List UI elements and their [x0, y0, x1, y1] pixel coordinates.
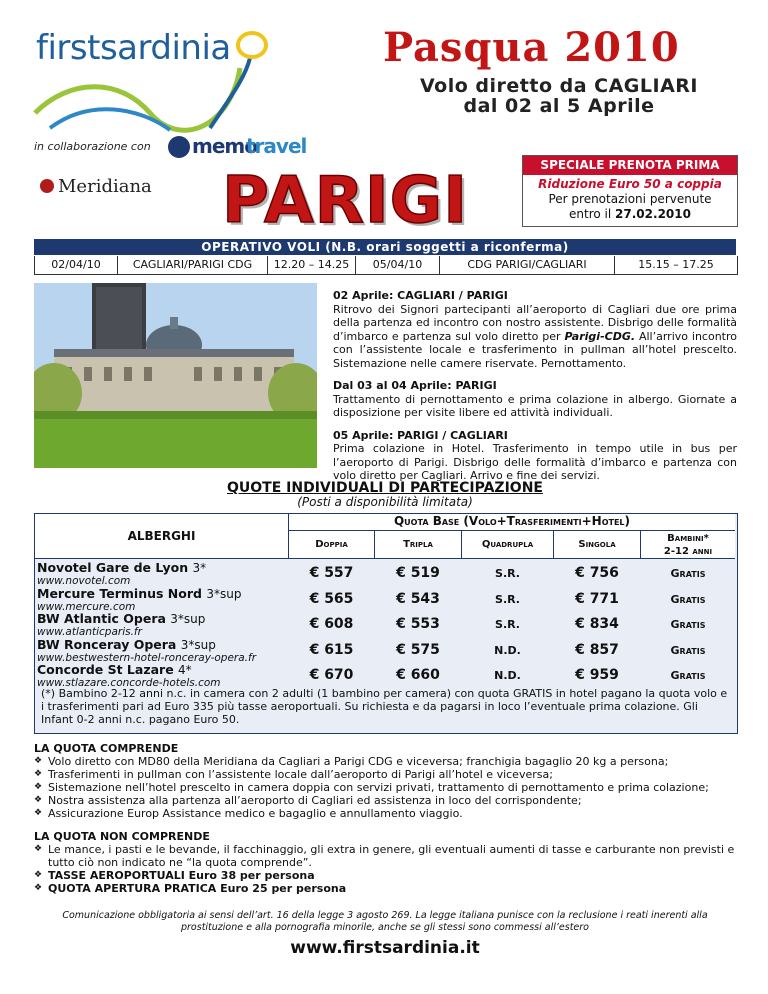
price-tripla: € 660: [396, 667, 440, 683]
excluded-title: LA QUOTA NON COMPRENDE: [34, 830, 210, 843]
promo-date: 27.02.2010: [615, 207, 691, 221]
hotel-stars: 3*sup: [170, 612, 206, 626]
promo-discount: Riduzione Euro 50 a coppia: [538, 177, 722, 191]
price-bambini: Gratis: [670, 669, 706, 682]
excluded-item: ❖ QUOTA APERTURA PRATICA Euro 25 per persona: [34, 882, 744, 895]
hotel-website-link[interactable]: www.mercure.com: [37, 600, 136, 613]
col-doppia: Doppia: [289, 531, 375, 559]
meridiana-text: Meridiana: [58, 176, 152, 197]
promo-head: SPECIALE PRENOTA PRIMA: [523, 156, 737, 175]
quote-title: QUOTE INDIVIDUALI DI PARTECIPAZIONE: [227, 480, 543, 496]
hotel-name-text: Mercure Terminus Nord: [37, 585, 202, 601]
price-quad: N.D.: [494, 643, 521, 657]
hotel-name: [37, 637, 216, 652]
included-item: ❖ Nostra assistenza alla partenza all’aeroporto di Cagliari ed assistenza in loco del corrispondente;: [34, 794, 744, 807]
travel-text: travel: [246, 134, 307, 158]
legal-footer: Comunicazione obbligatoria ai sensi dell’art. 16 della legge 3 agosto 269. La legge italiana punisce con la reclusione i reati inerenti alla prostituzione e alla pornografia minorile, anche se gli stessi sono commessi all’estero: [62, 910, 708, 933]
logo-text: firstsardinia: [36, 28, 231, 68]
price-doppia: € 557: [309, 565, 354, 581]
price-bambini: Gratis: [670, 567, 706, 580]
col-bambini-age: 2-12 anni: [663, 546, 713, 557]
flight-cell: 02/04/10: [35, 256, 118, 274]
price-tripla: € 575: [396, 641, 440, 658]
price-bambini: Gratis: [670, 643, 706, 657]
flight-schedule-row: [34, 256, 738, 275]
included-section: [34, 742, 744, 895]
collab-label: in collaborazione con: [34, 140, 151, 153]
hotel-website-link[interactable]: www.atlanticparis.fr: [37, 626, 142, 638]
hotel-website-link[interactable]: www.novotel.com: [37, 575, 131, 587]
price-tripla: € 553: [396, 616, 440, 632]
itinerary-day-title: 05 Aprile: PARIGI / CAGLIARI: [333, 428, 508, 442]
price-singola: € 834: [575, 616, 619, 632]
itinerary-day-text: Trattamento di pernottamento e prima colazione in albergo. Giornate a disposizione per visite libere ed attività individuali.: [333, 392, 737, 419]
itinerary-day-title: Dal 03 al 04 Aprile: PARIGI: [333, 379, 497, 392]
col-tripla: Tripla: [375, 531, 462, 559]
hotel-name: [37, 560, 206, 575]
itinerary-day-text2: All’arrivo incontro con l’assistente locale e trasferimento in pullman all’hotel prescelto. Sistemazione nelle camere riservate. Pernottamento.: [333, 329, 737, 370]
promo-text2-prefix: entro il: [569, 207, 616, 221]
price-table: [34, 513, 738, 734]
price-quad: S.R.: [495, 592, 520, 606]
website-link[interactable]: www.firstsardinia.it: [290, 938, 480, 958]
quote-subtitle: (Posti a disponibilità limitata): [297, 495, 473, 509]
base-price-header: Quota Base (Volo+Trasferimenti+Hotel): [289, 514, 735, 531]
price-quad: S.R.: [495, 567, 520, 580]
price-tripla: € 519: [396, 565, 440, 581]
hotel-name-text: Novotel Gare de Lyon: [37, 560, 189, 575]
included-item: ❖ Trasferimenti in pullman con l’assistente locale dall’aeroporto di Parigi all’hotel e viceversa;: [34, 768, 744, 781]
hotel-name: [37, 662, 192, 677]
price-quad: N.D.: [494, 669, 521, 682]
price-doppia: € 615: [309, 641, 354, 658]
hotel-stars: 4*: [178, 663, 192, 677]
price-singola: € 756: [575, 565, 619, 581]
col-quadrupla: Quadrupla: [462, 531, 554, 559]
subtitle-line1: Volo diretto da CAGLIARI: [420, 75, 698, 97]
included-item: ❖ Volo diretto con MD80 della Meridiana da Cagliari a Parigi CDG e viceversa; franchigia bagaglio 20 kg a persona;: [34, 755, 744, 768]
itinerary-day-title: 02 Aprile: CAGLIARI / PARIGI: [333, 289, 508, 302]
itinerary-destination: Parigi-CDG.: [564, 329, 636, 343]
hotel-stars: 3*sup: [206, 586, 242, 601]
flight-cell: CAGLIARI/PARIGI CDG: [118, 256, 268, 274]
itinerary-day: [333, 379, 737, 420]
price-doppia: € 670: [309, 667, 354, 683]
itinerary-day-text: Prima colazione in Hotel. Trasferimento in tempo utile in bus per l’aeroporto di Parigi. Disbrigo delle formalità d’imbarco e partenza con volo diretto per Cagliari. Arrivo e fine dei servizi.: [333, 442, 737, 482]
promo-box: [522, 155, 738, 227]
excluded-item: ❖ TASSE AEROPORTUALI Euro 38 per persona: [34, 869, 744, 882]
flight-cell: 05/04/10: [356, 256, 440, 274]
hotel-name-text: BW Ronceray Opera: [37, 636, 177, 652]
price-doppia: € 565: [309, 590, 354, 607]
itinerary: [333, 289, 737, 492]
hotel-website-link[interactable]: www.bestwestern-hotel-ronceray-opera.fr: [37, 651, 257, 664]
itinerary-day: [333, 289, 737, 370]
hotel-stars: 3*sup: [180, 637, 216, 652]
included-title: LA QUOTA COMPRENDE: [34, 742, 179, 755]
flight-cell: 12.20 – 14.25: [268, 256, 356, 274]
destination-title: PARIGI: [222, 164, 468, 238]
price-bambini: Gratis: [670, 618, 706, 631]
hotel-name-text: BW Atlantic Opera: [37, 611, 166, 626]
included-item: ❖ Sistemazione nell’hotel prescelto in camera doppia con servizi privati, trattamento di pernottamento e prima colazione;: [34, 781, 744, 794]
excluded-item: ❖ Le mance, i pasti e le bevande, il facchinaggio, gli extra in genere, gli eventuali aumenti di tasse e carburante non previsti e tutto ciò non indicato ne “la quota comprende”.: [34, 843, 744, 869]
price-doppia: € 608: [309, 616, 354, 632]
paris-photo: [34, 283, 317, 468]
promo-text1: Per prenotazioni pervenute: [548, 192, 712, 206]
price-bambini: Gratis: [670, 592, 706, 606]
sun-icon: [232, 28, 272, 62]
flight-schedule-title: OPERATIVO VOLI (N.B. orari soggetti a riconferma): [34, 239, 736, 255]
hotels-header: ALBERGHI: [35, 514, 289, 559]
meridiana-logo: [40, 176, 152, 197]
price-singola: € 959: [575, 667, 619, 683]
hotel-stars: 3*: [192, 561, 207, 575]
price-quad: S.R.: [495, 618, 520, 631]
subtitle: [374, 76, 744, 116]
col-bambini: [641, 531, 735, 559]
hotel-name: [37, 611, 205, 626]
meridiana-icon: [40, 179, 54, 193]
price-singola: € 771: [575, 590, 619, 607]
included-item: ❖ Assicurazione Europ Assistance medico e bagaglio e annullamento viaggio.: [34, 807, 744, 820]
flight-cell: 15.15 – 17.25: [638, 258, 714, 271]
price-singola: € 857: [575, 641, 619, 658]
itinerary-day: [333, 429, 737, 483]
hotel-website-link[interactable]: www.stlazare.concorde-hotels.com: [37, 677, 221, 689]
col-bambini-label: Bambini*: [667, 533, 709, 544]
col-singola: Singola: [554, 531, 641, 559]
price-tripla: € 543: [396, 590, 440, 607]
page-title: Pasqua 2010: [383, 24, 680, 71]
hotel-row: [35, 661, 735, 690]
hotel-name: [37, 586, 241, 601]
memo-text: memo: [192, 134, 257, 158]
sardinia-swoosh-icon: [30, 58, 280, 138]
itinerary-day-text: Ritrovo dei Signori partecipanti all’aeroporto di Cagliari due ore prima della partenza ed incontro con nostro assistente. Disbrigo delle formalità d’imbarco e partenza sul volo diretto per: [333, 302, 737, 343]
memo-travel-logo: [168, 134, 308, 160]
subtitle-line2: dal 02 al 5 Aprile: [463, 95, 655, 117]
promo-text2: [523, 207, 737, 222]
hotel-name-text: Concorde St Lazare: [37, 662, 174, 677]
price-note: (*) Bambino 2-12 anni n.c. in camera con 2 adulti (1 bambino per camera) con quota GRATIS in hotel pagano la quota volo e i trasferimenti pari ad Euro 335 più tasse aeroportuali. Su richiesta e da pagarsi in loco l’eventuale prima colazione. Gli Infant 0-2 anni n.c. pagano Euro 50.: [41, 687, 728, 726]
flight-cell: CDG PARIGI/CAGLIARI: [440, 256, 615, 274]
